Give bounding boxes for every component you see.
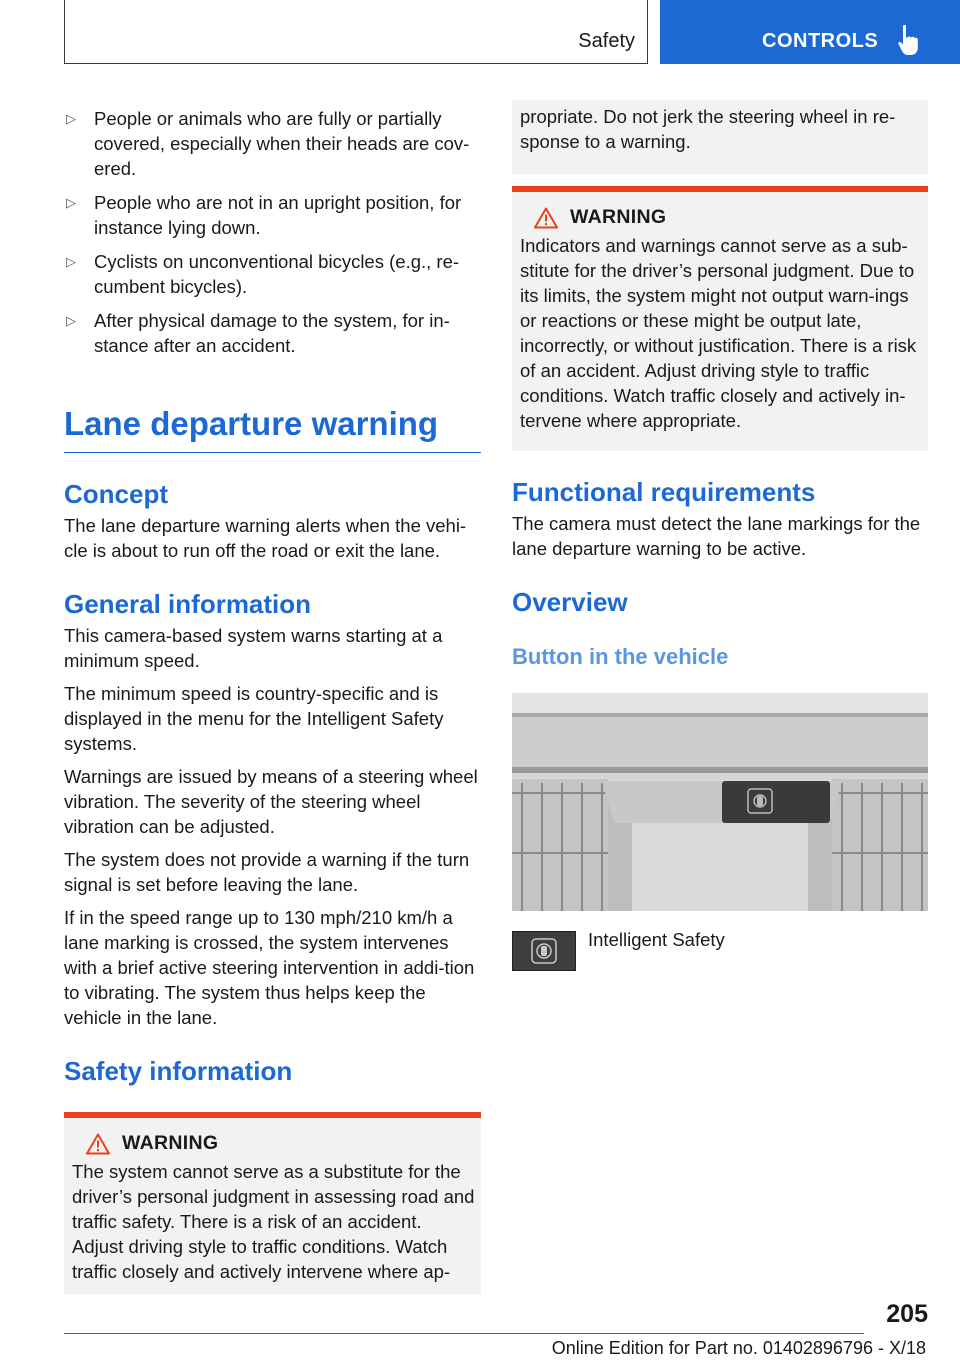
warning-text: Indicators and warnings cannot serve as a sub-stitute for the driver’s personal judgment. Due to its limits, the system might not output warn-ings or reactions or these might be output late, incorrectly, or without justification. There is a risk of an accident. Adjust driving style to traffic conditions. Watch traffic closely and actively in-tervene where appropriate.	[520, 235, 917, 431]
header-chapter-tab[interactable]	[660, 0, 960, 64]
concept-heading: Concept	[64, 479, 168, 509]
functional-requirements-text: The camera must detect the lane markings for the lane departure warning to be active.	[512, 513, 921, 559]
warning-text-continued: propriate. Do not jerk the steering wheel in re-sponse to a warning.	[520, 106, 896, 152]
condition-list	[64, 106, 481, 358]
page-number: 205	[886, 1300, 928, 1328]
warning-text: The system cannot serve as a substitute for the driver’s personal judgment in assessing road and traffic safety. There is a risk of an accident. Adjust driving style to traffic conditions. Watch traffic closely and actively intervene where ap-	[72, 1161, 475, 1282]
footer-edition: Online Edition for Part no. 01402896796 - X/18	[551, 1338, 926, 1358]
warning-title: WARNING	[122, 1132, 219, 1154]
intelligent-safety-button-icon	[512, 931, 576, 971]
general-paragraph: Warnings are issued by means of a steering wheel vibration. The severity of the steering wheel vibration can be adjusted.	[64, 766, 478, 837]
triangle-bullet-icon: ▷	[66, 254, 76, 269]
header-section-box	[64, 0, 648, 64]
warning-box-continued	[512, 100, 928, 174]
footer-divider	[64, 1333, 864, 1334]
warning-box	[512, 186, 928, 451]
left-column	[64, 100, 481, 1294]
triangle-bullet-icon: ▷	[66, 313, 76, 328]
pointing-hand-icon	[896, 24, 922, 58]
list-item: ▷ Cyclists on unconventional bicycles (e.g., re-cumbent bicycles).	[66, 251, 460, 297]
legend-label: Intelligent Safety	[588, 929, 725, 950]
header-section-title: Safety	[578, 30, 635, 52]
general-paragraph: This camera-based system warns starting at a minimum speed.	[64, 625, 443, 671]
list-item: ▷ People or animals who are fully or partially covered, especially when their heads are cov-ered.	[66, 108, 470, 179]
dashboard-illustration	[512, 693, 928, 911]
section-divider	[64, 452, 481, 453]
header-chapter-title: CONTROLS	[762, 30, 879, 52]
concept-text: The lane departure warning alerts when the vehi-cle is about to run off the road or exit the lane.	[64, 515, 467, 561]
general-paragraph: The minimum speed is country-specific and is displayed in the menu for the Intelligent Safety systems.	[64, 683, 444, 754]
functional-requirements-heading: Functional requirements	[512, 477, 816, 507]
button-heading: Button in the vehicle	[512, 644, 729, 669]
list-item: ▷ People who are not in an upright position, for instance lying down.	[66, 192, 462, 238]
list-item: ▷ After physical damage to the system, for in-stance after an accident.	[66, 310, 450, 356]
warning-title: WARNING	[570, 206, 667, 228]
general-paragraph: If in the speed range up to 130 mph/210 km/h a lane marking is crossed, the system intervenes with a brief active steering intervention in addi-tion to vibrating. The system thus helps keep the vehicle in the lane.	[64, 907, 475, 1028]
warning-triangle-icon	[534, 207, 558, 229]
general-paragraph: The system does not provide a warning if the turn signal is set before leaving the lane.	[64, 849, 470, 895]
section-title: Lane departure warning	[64, 405, 439, 442]
warning-header	[72, 1132, 475, 1155]
right-column	[512, 100, 928, 971]
safety-info-heading: Safety information	[64, 1056, 293, 1086]
button-legend	[512, 931, 928, 971]
general-info-heading: General information	[64, 589, 312, 619]
warning-header	[520, 206, 922, 229]
warning-triangle-icon	[86, 1133, 110, 1155]
triangle-bullet-icon: ▷	[66, 111, 76, 126]
triangle-bullet-icon: ▷	[66, 195, 76, 210]
overview-heading: Overview	[512, 587, 628, 617]
vehicle-button-photo	[512, 693, 928, 911]
warning-box	[64, 1112, 481, 1294]
